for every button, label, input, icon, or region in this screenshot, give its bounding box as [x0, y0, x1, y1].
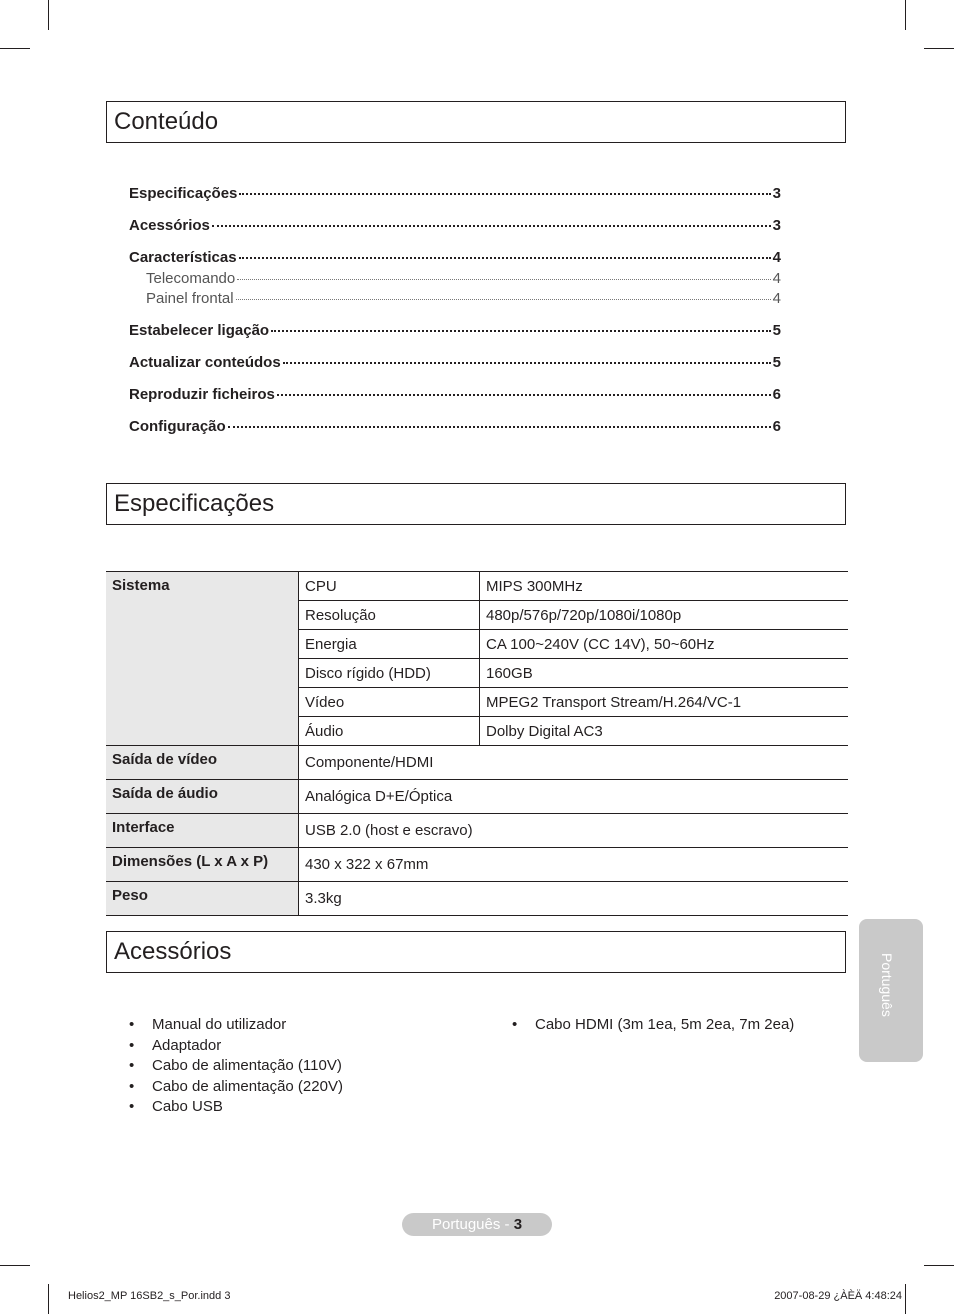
spec-key: Disco rígido (HDD) — [299, 659, 480, 688]
spec-value: 430 x 322 x 67mm — [299, 848, 849, 882]
toc-leader-dots — [212, 225, 771, 227]
toc-leader-dots — [271, 330, 771, 332]
accessories-heading-box — [106, 931, 846, 973]
spec-key: Áudio — [299, 717, 480, 746]
spec-category: Saída de vídeo — [106, 746, 299, 780]
toc-entry-page: 3 — [772, 185, 781, 202]
crop-mark — [905, 0, 906, 30]
list-item: • Cabo de alimentação (110V) — [129, 1056, 343, 1077]
table-row — [106, 746, 848, 780]
crop-mark — [0, 1265, 30, 1266]
specifications-table — [106, 571, 848, 916]
spec-value: USB 2.0 (host e escravo) — [299, 814, 849, 848]
toc-entry-label: Configuração — [129, 418, 226, 435]
list-item: • Cabo de alimentação (220V) — [129, 1077, 343, 1098]
spec-category: Saída de áudio — [106, 780, 299, 814]
page-number: 3 — [513, 1216, 523, 1233]
toc-leader-dots — [283, 362, 771, 364]
toc-entry-label: Especificações — [129, 185, 238, 202]
toc-entry-page: 4 — [772, 249, 781, 266]
specs-title: Especificações — [114, 490, 275, 517]
toc-entry[interactable] — [129, 185, 781, 202]
list-item: • Cabo USB — [129, 1097, 343, 1118]
accessories-list-left — [129, 1015, 343, 1118]
toc-entry-page: 3 — [772, 217, 781, 234]
print-slug-right: 2007-08-29 ¿ÀÈÄ 4:48:24 — [774, 1290, 902, 1302]
accessories-list-right — [512, 1015, 794, 1036]
toc-leader-dots — [228, 426, 771, 428]
list-item: • Cabo HDMI (3m 1ea, 5m 2ea, 7m 2ea) — [512, 1015, 794, 1036]
toc-entry-page: 4 — [772, 270, 781, 287]
toc-entry-page: 5 — [772, 322, 781, 339]
toc-leader-dots — [239, 257, 771, 259]
toc-entry-label: Estabelecer ligação — [129, 322, 270, 339]
crop-mark — [924, 48, 954, 49]
table-row — [106, 882, 848, 916]
toc-entry[interactable] — [129, 249, 781, 266]
toc-leader-dots — [237, 279, 770, 280]
toc-entry-label: Telecomando — [146, 270, 236, 287]
spec-value: 3.3kg — [299, 882, 849, 916]
toc-entry-label: Actualizar conteúdos — [129, 354, 281, 371]
spec-category: Dimensões (L x A x P) — [106, 848, 299, 882]
toc-leader-dots — [239, 193, 770, 195]
spec-value: CA 100~240V (CC 14V), 50~60Hz — [480, 630, 849, 659]
spec-value: MIPS 300MHz — [480, 572, 849, 601]
toc-leader-dots — [277, 394, 771, 396]
spec-value: MPEG2 Transport Stream/H.264/VC-1 — [480, 688, 849, 717]
spec-value: 480p/576p/720p/1080i/1080p — [480, 601, 849, 630]
footer-language: Português - — [431, 1216, 514, 1233]
toc-entry[interactable] — [129, 354, 781, 371]
side-tab-label: Português — [879, 953, 895, 1017]
page-footer — [402, 1213, 552, 1236]
toc-entry-page: 6 — [772, 418, 781, 435]
contents-title: Conteúdo — [114, 108, 219, 135]
toc-entry-label: Painel frontal — [146, 290, 234, 307]
contents-heading-box — [106, 101, 846, 143]
toc-entry-label: Características — [129, 249, 237, 266]
language-side-tab — [859, 919, 923, 1062]
table-row — [106, 848, 848, 882]
toc-entry-page: 5 — [772, 354, 781, 371]
accessories-title: Acessórios — [114, 938, 232, 965]
crop-mark — [905, 1284, 906, 1314]
spec-category: Interface — [106, 814, 299, 848]
table-row — [106, 780, 848, 814]
specs-heading-box — [106, 483, 846, 525]
toc-entry[interactable] — [129, 386, 781, 403]
toc-entry[interactable] — [129, 418, 781, 435]
spec-key: CPU — [299, 572, 480, 601]
spec-value: Dolby Digital AC3 — [480, 717, 849, 746]
spec-key: Energia — [299, 630, 480, 659]
crop-mark — [924, 1265, 954, 1266]
spec-category: Peso — [106, 882, 299, 916]
table-row — [106, 572, 848, 601]
print-slug-left: Helios2_MP 16SB2_s_Por.indd 3 — [68, 1290, 231, 1302]
crop-mark — [48, 0, 49, 30]
toc-entry-label: Reproduzir ficheiros — [129, 386, 275, 403]
list-item: • Adaptador — [129, 1036, 343, 1057]
toc-entry[interactable] — [129, 217, 781, 234]
spec-category: Sistema — [106, 572, 299, 746]
spec-key: Vídeo — [299, 688, 480, 717]
toc-entry[interactable] — [146, 290, 781, 307]
toc-entry-page: 6 — [772, 386, 781, 403]
toc-entry-label: Acessórios — [129, 217, 210, 234]
spec-key: Resolução — [299, 601, 480, 630]
toc-entry[interactable] — [129, 322, 781, 339]
toc-entry-page: 4 — [772, 290, 781, 307]
toc-leader-dots — [236, 299, 771, 300]
table-row — [106, 814, 848, 848]
spec-value: Componente/HDMI — [299, 746, 849, 780]
crop-mark — [0, 48, 30, 49]
spec-value: 160GB — [480, 659, 849, 688]
toc-entry[interactable] — [146, 270, 781, 287]
crop-mark — [48, 1284, 49, 1314]
list-item: • Manual do utilizador — [129, 1015, 343, 1036]
spec-value: Analógica D+E/Óptica — [299, 780, 849, 814]
